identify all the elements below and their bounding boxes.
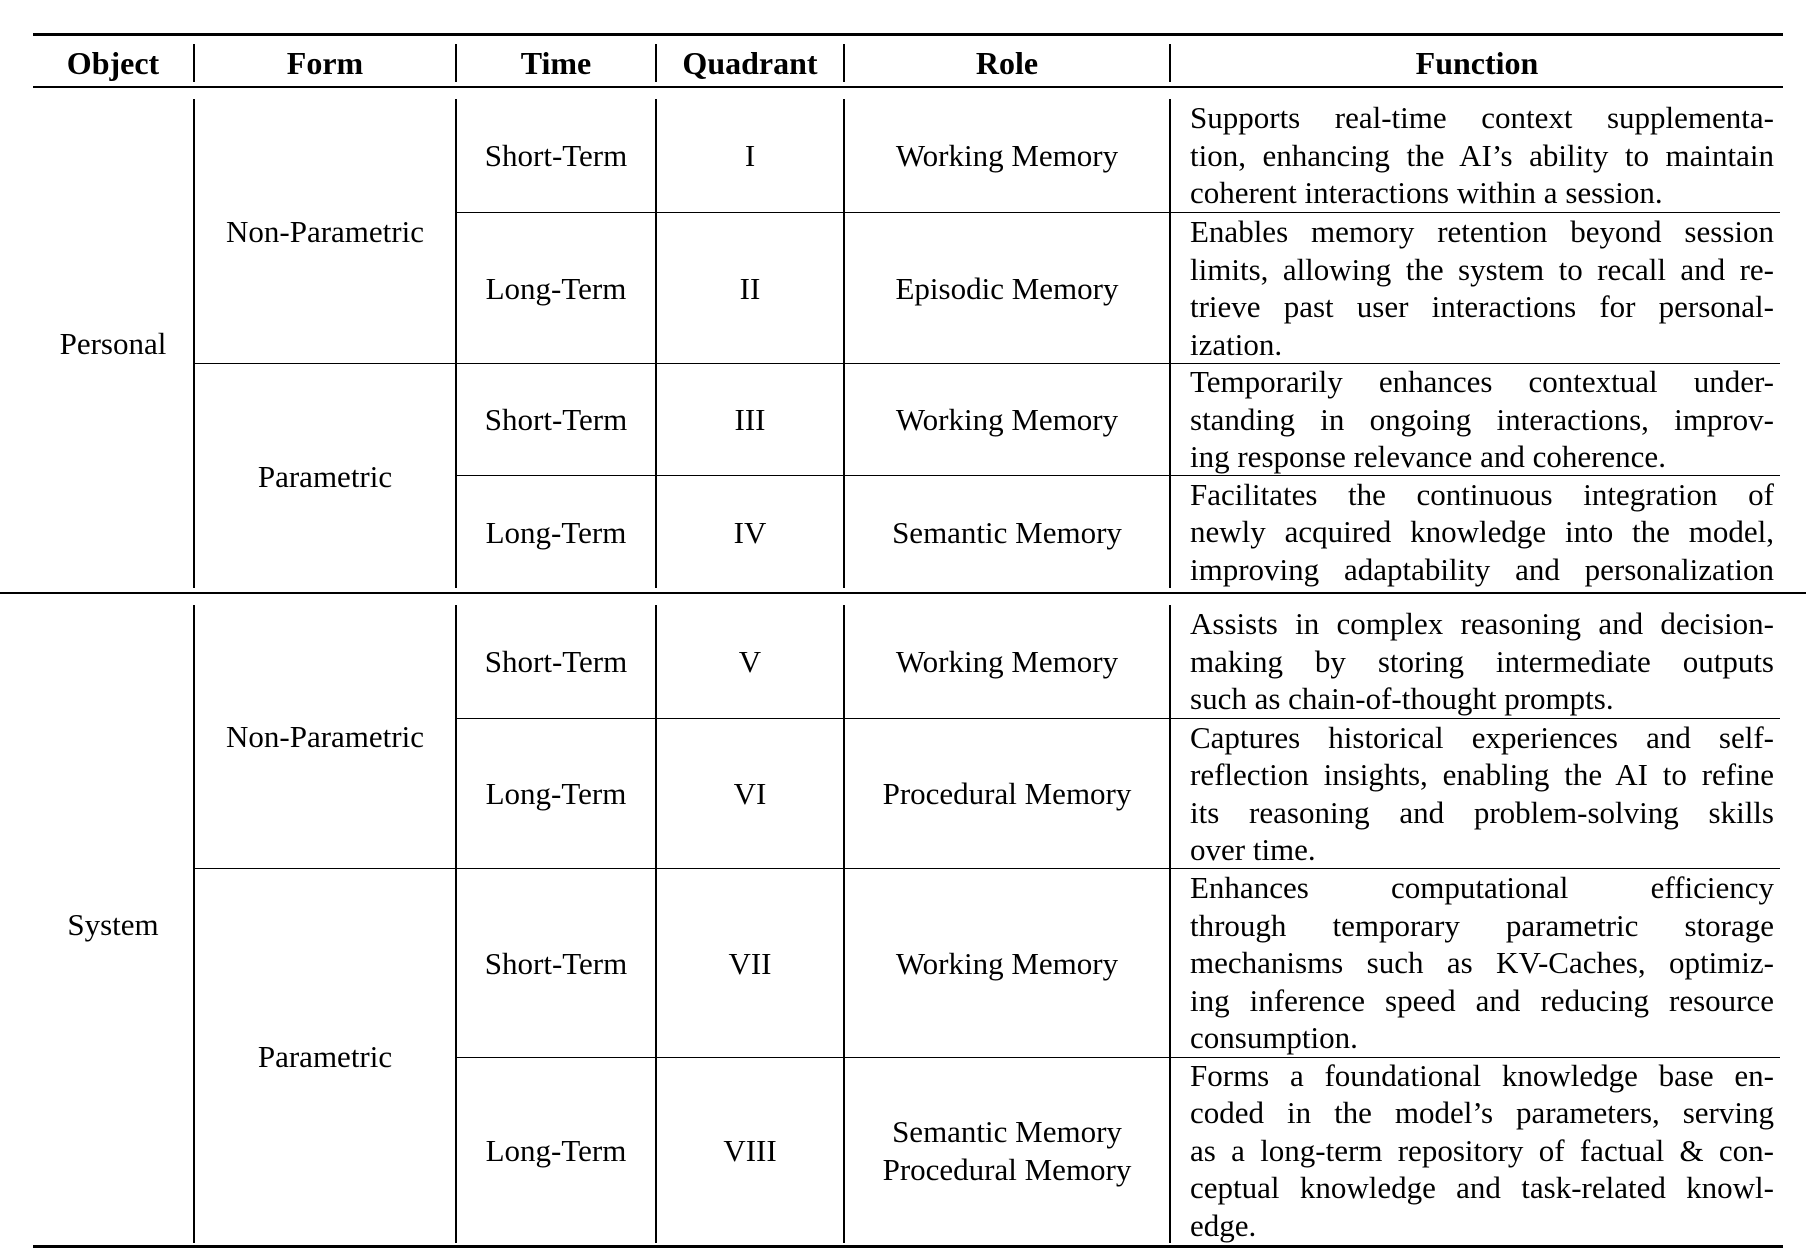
function-line: improving adaptability and personalization	[1190, 551, 1774, 587]
quadrant-cell: VIII	[723, 1133, 777, 1168]
time-cell: Long-Term	[485, 514, 627, 550]
function-line: newly acquired knowledge into the model,	[1190, 514, 1774, 550]
function-line: tion, enhancing the AI’s ability to maintain	[1190, 137, 1774, 173]
role-cell	[845, 1058, 1169, 1243]
function-line: coded in the model’s parameters, serving	[1190, 1095, 1774, 1131]
group-separator-rule	[0, 592, 1806, 594]
role-cell: Procedural Memory	[882, 776, 1132, 811]
time-cell: Short-Term	[484, 644, 628, 679]
function-line: edge.	[1190, 1207, 1257, 1243]
quadrant-cell: I	[744, 138, 756, 173]
function-line: Facilitates the continuous integration of	[1190, 476, 1774, 512]
function-line: its reasoning and problem-solving skills	[1190, 794, 1774, 830]
quadrant-cell: IV	[733, 514, 767, 550]
column-divider	[1169, 605, 1171, 1243]
function-line: ceptual knowledge and task-related knowl-	[1190, 1170, 1774, 1206]
function-line: limits, allowing the system to recall and re-	[1190, 251, 1774, 287]
role-cell: Episodic Memory	[895, 270, 1119, 306]
header-function: Function	[1415, 44, 1539, 81]
function-cell	[1190, 213, 1774, 363]
function-line: ization.	[1190, 326, 1283, 362]
function-line: Assists in complex reasoning and decision-	[1190, 606, 1774, 642]
function-line: as a long-term repository of factual & con-	[1190, 1132, 1774, 1168]
function-line: over time.	[1190, 832, 1316, 867]
function-line: such as chain-of-thought prompts.	[1190, 681, 1614, 717]
role-cell: Working Memory	[895, 138, 1119, 173]
function-line: Temporarily enhances contextual under-	[1190, 364, 1774, 400]
object-cell: System	[67, 906, 159, 942]
quadrant-cell: III	[734, 402, 766, 437]
function-line: making by storing intermediate outputs	[1190, 643, 1774, 679]
function-cell	[1190, 719, 1774, 868]
time-cell: Short-Term	[484, 402, 628, 437]
function-line: ing inference speed and reducing resource	[1190, 982, 1774, 1018]
object-cell: Personal	[59, 326, 167, 361]
function-line: mechanisms such as KV-Caches, optimiz-	[1190, 945, 1774, 981]
role-cell: Working Memory	[895, 402, 1119, 437]
role-line: Semantic Memory	[892, 1113, 1122, 1149]
quadrant-cell: VI	[733, 776, 767, 811]
header-time: Time	[520, 44, 592, 81]
header-form: Form	[286, 44, 364, 81]
function-cell	[1190, 605, 1774, 718]
quadrant-cell: II	[739, 270, 761, 306]
function-line: Enables memory retention beyond session	[1190, 214, 1774, 249]
function-line: trieve past user interactions for personal-	[1190, 289, 1774, 324]
time-cell: Long-Term	[485, 270, 627, 306]
quadrant-cell: VII	[728, 945, 772, 981]
quadrant-cell: V	[738, 644, 762, 679]
function-cell	[1190, 1058, 1774, 1243]
top-rule	[33, 33, 1783, 36]
function-line: Supports real-time context supplementa-	[1190, 100, 1774, 136]
header-quadrant: Quadrant	[682, 44, 818, 81]
role-cell: Semantic Memory	[892, 514, 1122, 550]
column-divider	[1169, 99, 1171, 588]
time-cell: Long-Term	[485, 1133, 627, 1168]
function-line: Enhances computational efficiency	[1190, 870, 1774, 906]
function-cell	[1190, 364, 1774, 475]
role-cell: Working Memory	[895, 644, 1119, 679]
function-line: reflection insights, enabling the AI to refine	[1190, 757, 1774, 792]
function-cell	[1190, 99, 1774, 212]
time-cell: Short-Term	[484, 945, 628, 981]
role-cell: Working Memory	[895, 945, 1119, 981]
header-rule	[33, 86, 1783, 88]
function-cell	[1190, 476, 1774, 588]
function-line: Forms a foundational knowledge base en-	[1190, 1057, 1774, 1093]
header-role: Role	[975, 44, 1039, 81]
function-line: ing response relevance and coherence.	[1190, 439, 1666, 475]
function-line: standing in ongoing interactions, improv-	[1190, 401, 1774, 437]
function-cell	[1190, 869, 1774, 1057]
time-cell: Long-Term	[485, 776, 627, 811]
function-line: coherent interactions within a session.	[1190, 175, 1663, 211]
function-line: through temporary parametric storage	[1190, 907, 1774, 943]
form-cell: Parametric	[257, 458, 393, 494]
form-cell: Parametric	[257, 1038, 393, 1074]
function-line: Captures historical experiences and self-	[1190, 719, 1774, 755]
form-cell: Non-Parametric	[226, 719, 424, 754]
time-cell: Short-Term	[484, 138, 628, 173]
function-line: consumption.	[1190, 1020, 1358, 1056]
role-line: Procedural Memory	[882, 1151, 1132, 1187]
form-cell: Non-Parametric	[226, 213, 424, 249]
header-object: Object	[66, 44, 160, 81]
